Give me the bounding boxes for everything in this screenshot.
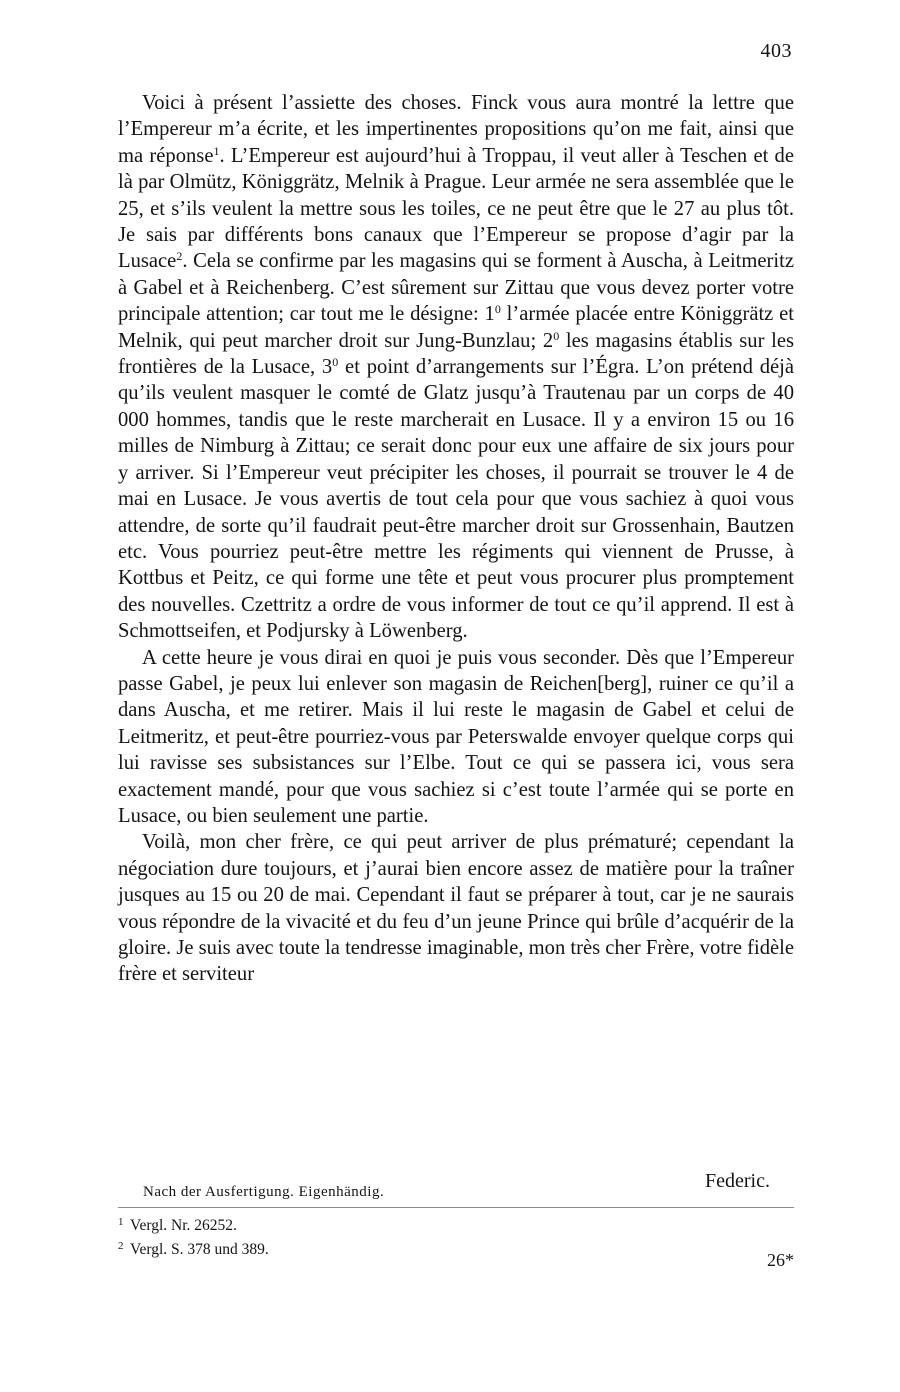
signature-mark: 26* xyxy=(767,1250,794,1270)
footnote-text: Vergl. Nr. 26252. xyxy=(130,1217,237,1234)
signature: Federic. xyxy=(705,1170,770,1192)
footnote-1 xyxy=(118,1212,269,1236)
page-number: 403 xyxy=(760,40,792,62)
footnote-ref-2: 2 xyxy=(176,249,183,264)
ordinal-mark: 0 xyxy=(553,328,560,343)
paragraph-3 xyxy=(118,829,794,987)
footnote-rule xyxy=(118,1207,794,1208)
footnotes xyxy=(118,1212,269,1260)
footnote-ref-1: 1 xyxy=(213,143,220,158)
paragraph-1 xyxy=(118,90,794,645)
text-run: l’armée placée entre Königgrätz et Melnik, qui peut marcher droit sur Jung-Bunzlau; 2 xyxy=(118,303,794,352)
footnote-2 xyxy=(118,1236,269,1260)
text-run: et point d’arrangements sur l’Égra. L’on prétend déjà qu’ils veulent masquer le comté de Glatz jusqu’à Trautenau par un corps de 40 000 hommes, tandis que le reste marcherait en Lusace. Il y a environ 15 ou 16 milles de Nimburg à Zittau; ce serait donc pour eux une affaire de six jours pour y arriver. Si l’Empereur veut précipiter les choses, il pourrait se trouver le 4 de mai en Lusace. Je vous avertis de tout cela pour que vous sachiez à quoi vous attendre, de sorte qu’il faudrait peut-être marcher droit sur Grossenhain, Bautzen etc. Vous pourriez peut-être mettre les régiments qui viennent de Prusse, à Kottbus et Peitz, ce qui forme une tête et peut vous procurer plus promptement des nouvelles. Czettritz a ordre de vous informer de tout ce qu’il apprend. Il est à Schmottseifen, et Podjursky à Löwenberg. xyxy=(118,356,794,643)
source-note: Nach der Ausfertigung. Eigenhändig. xyxy=(143,1184,385,1200)
text-run: A cette heure je vous dirai en quoi je puis vous seconder. Dès que l’Empereur passe Gabel, je peux lui enlever son magasin de Reichen[berg], ruiner ce qu’il a dans Auscha, et me retirer. Mais il lui reste le magasin de Gabel et celui de Leitmeritz, et peut-être pourriez-vous par Peterswalde envoyer quelque corps qui lui ravisse ses subsistances sur l’Elbe. Tout ce qui se passera ici, vous sera exactement mandé, pour que vous sachiez si c’est toute l’armée qui se porte en Lusace, ou bien seulement une partie. xyxy=(118,646,794,827)
paragraph-2 xyxy=(118,645,794,830)
text-run: . L’Empereur est aujourd’hui à Troppau, il veut aller à Teschen et de là par Olmütz, Königgrätz, Melnik à Prague. Leur armée ne sera assemblée que le 25, et s’ils veulent la mettre sous les toiles, ce ne peut être que le 27 au plus tôt. Je sais par différents bons canaux que l’Empereur se propose d’agir par la Lusace xyxy=(118,144,794,273)
text-run: Voilà, mon cher frère, ce qui peut arriver de plus prématuré; cependant la négociation dure toujours, et j’aurai bien encore assez de matière pour la traîner jusques au 15 ou 20 de mai. Cependant il faut se préparer à tout, car je ne saurais vous répondre de la vivacité et du feu d’un jeune Prince qui brûle d’acquérir de la gloire. Je suis avec toute la tendresse imaginable, mon très cher Frère, votre fidèle frère et serviteur xyxy=(118,831,794,986)
footnote-text: Vergl. S. 378 und 389. xyxy=(130,1241,269,1258)
letter-body xyxy=(118,90,794,988)
footnote-mark: 1 xyxy=(118,1216,124,1228)
text-run: les magasins établis sur les frontières de la Lusace, 3 xyxy=(118,329,794,379)
ordinal-mark: 0 xyxy=(332,355,339,370)
text-run: Voici à présent l’assiette des choses. Finck vous aura montré la lettre que l’Empereur m’a écrite, et les impertinentes propositions qu’on me fait, ainsi que ma réponse xyxy=(118,92,794,167)
footnote-mark: 2 xyxy=(118,1240,124,1252)
ordinal-mark: 0 xyxy=(494,302,501,317)
text-run: . Cela se confirme par les magasins qui se forment à Auscha, à Leitmeritz à Gabel et à Reichenberg. C’est sûrement sur Zittau que vous devez porter votre principale attention; car tout me le désigne: 1 xyxy=(118,250,794,326)
